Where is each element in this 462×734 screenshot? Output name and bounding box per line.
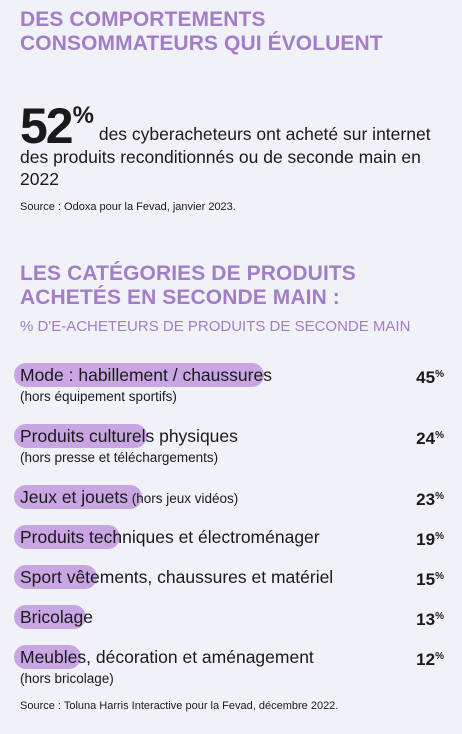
category-name: Produits techniques et électroménager xyxy=(20,527,320,547)
category-note: (hors presse et téléchargements) xyxy=(20,450,219,465)
data-label-number: 12 xyxy=(416,650,436,669)
data-label-number: 23 xyxy=(416,490,436,509)
data-label-number: 19 xyxy=(416,530,436,549)
category-note: (hors bricolage) xyxy=(20,671,114,686)
chart-row xyxy=(14,363,444,407)
chart-row xyxy=(14,605,444,629)
category-label xyxy=(14,565,444,589)
category-label xyxy=(14,525,444,549)
heading-line: LES CATÉGORIES DE PRODUITS xyxy=(20,262,356,285)
stat-text-line2: des produits reconditionnés ou de seconde main en xyxy=(20,147,421,167)
chart-row xyxy=(14,485,444,511)
data-label-unit: % xyxy=(435,651,444,662)
chart-title xyxy=(20,262,356,310)
data-label-unit: % xyxy=(435,430,444,441)
data-label-unit: % xyxy=(435,531,444,542)
category-name: Meubles, décoration et aménagement xyxy=(20,647,314,667)
chart-row xyxy=(14,525,444,549)
heading-line: ACHETÉS EN SECONDE MAIN : xyxy=(20,286,340,309)
category-label xyxy=(14,605,444,629)
data-label-unit: % xyxy=(435,611,444,622)
data-label-number: 45 xyxy=(416,368,436,387)
data-label-unit: % xyxy=(435,491,444,502)
stat-unit: % xyxy=(72,102,94,129)
heading-line: DES COMPORTEMENTS xyxy=(20,8,266,31)
category-name: Bricolage xyxy=(20,607,93,627)
data-label-number: 15 xyxy=(416,570,436,589)
section-heading-behaviours xyxy=(20,8,383,56)
source-note-odoxa: Source : Odoxa pour la Fevad, janvier 2023. xyxy=(20,201,236,213)
category-name: Produits culturels physiques xyxy=(20,426,238,446)
category-label xyxy=(14,363,444,387)
stat-text-line3: 2022 xyxy=(20,169,59,189)
category-note: (hors équipement sportifs) xyxy=(20,389,177,404)
source-note-toluna: Source : Toluna Harris Interactive pour la Fevad, décembre 2022. xyxy=(20,700,339,712)
category-label xyxy=(14,485,444,511)
chart-row xyxy=(14,565,444,589)
data-label-number: 24 xyxy=(416,429,436,448)
category-label xyxy=(14,645,444,669)
stat-number: 52 xyxy=(20,98,72,154)
category-label xyxy=(14,424,444,448)
data-label-unit: % xyxy=(435,369,444,380)
heading-line: CONSOMMATEURS QUI ÉVOLUENT xyxy=(20,32,383,55)
chart-row xyxy=(14,645,444,689)
chart-subtitle: % D'E-ACHETEURS DE PRODUITS DE SECONDE MAIN xyxy=(20,318,411,335)
category-name: Jeux et jouets xyxy=(20,487,128,507)
stat-text-line1: des cyberacheteurs ont acheté sur internet xyxy=(93,124,431,144)
category-note: (hors jeux vidéos) xyxy=(127,491,239,506)
category-name: Mode : habillement / chaussures xyxy=(20,365,272,385)
stat-value xyxy=(20,98,94,154)
data-label-unit: % xyxy=(435,571,444,582)
chart-row xyxy=(14,424,444,468)
key-statistic xyxy=(20,96,450,190)
category-name: Sport vêtements, chaussures et matériel xyxy=(20,567,334,587)
data-label-number: 13 xyxy=(416,610,436,629)
